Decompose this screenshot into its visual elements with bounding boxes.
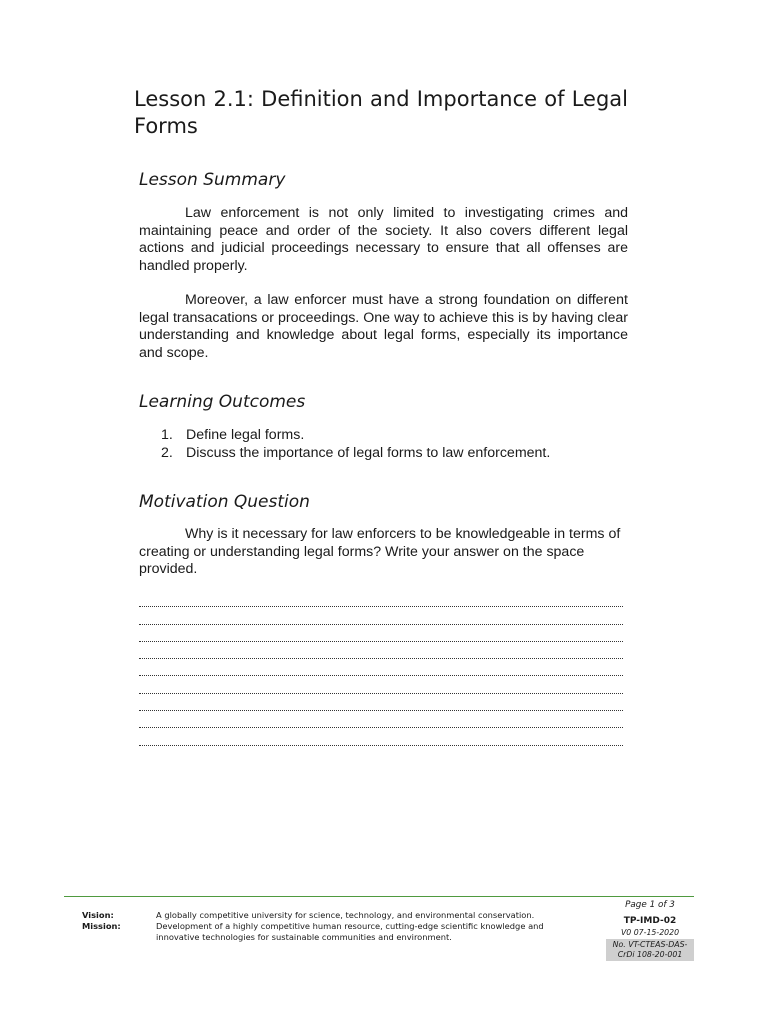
summary-paragraph-1: Law enforcement is not only limited to investigating crimes and maintaining peace and order of the society. It also covers different legal actions and judicial proceedings necessary to ensure that all offenses are handled properly. <box>139 205 628 274</box>
version-date: V0 07-15-2020 <box>620 928 680 937</box>
learning-outcomes-list <box>139 426 628 462</box>
outcome-number: 1. <box>161 427 173 443</box>
vision-label: Vision: <box>82 910 114 920</box>
form-code: TP-IMD-02 <box>623 916 677 926</box>
outcome-item <box>139 444 628 462</box>
answer-space[interactable] <box>139 590 623 746</box>
answer-line[interactable] <box>139 607 623 624</box>
mission-text: Development of a highly competitive human resource, cutting-edge scientific knowledge and innovative technologies for sustainable communities and environment. <box>156 921 544 942</box>
footer-divider <box>64 896 694 897</box>
page-number: Page 1 of 3 <box>625 900 675 910</box>
lesson-summary-heading: Lesson Summary <box>139 170 286 190</box>
answer-line[interactable] <box>139 694 623 711</box>
summary-paragraph-2: Moreover, a law enforcer must have a strong foundation on different legal transacations or proceedings. One way to achieve this is by having clear understanding and knowledge about legal forms, especially its importance and scope. <box>139 292 628 361</box>
answer-line[interactable] <box>139 659 623 676</box>
outcome-text: Discuss the importance of legal forms to law enforcement. <box>186 445 551 461</box>
answer-line[interactable] <box>139 590 623 607</box>
answer-line[interactable] <box>139 711 623 728</box>
document-number: No. VT-CTEAS-DAS-CrDi 108-20-001 <box>606 939 694 961</box>
learning-outcomes-heading: Learning Outcomes <box>139 392 306 412</box>
outcome-item <box>139 426 628 444</box>
motivation-question-heading: Motivation Question <box>139 492 310 512</box>
lesson-title: Lesson 2.1: Definition and Importance of Legal Forms <box>134 87 628 138</box>
answer-line[interactable] <box>139 676 623 693</box>
outcome-number: 2. <box>161 445 173 461</box>
document-control-block <box>606 900 694 961</box>
outcome-text: Define legal forms. <box>186 427 305 443</box>
motivation-question-text: Why is it necessary for law enforcers to be knowledgeable in terms of creating or understanding legal forms? Write your answer on the space provided. <box>139 526 621 578</box>
footer <box>0 898 768 978</box>
answer-line[interactable] <box>139 728 623 745</box>
answer-line[interactable] <box>139 642 623 659</box>
mission-label: Mission: <box>82 921 121 931</box>
vision-text: A globally competitive university for science, technology, and environmental conservation. <box>156 910 535 920</box>
answer-line[interactable] <box>139 625 623 642</box>
